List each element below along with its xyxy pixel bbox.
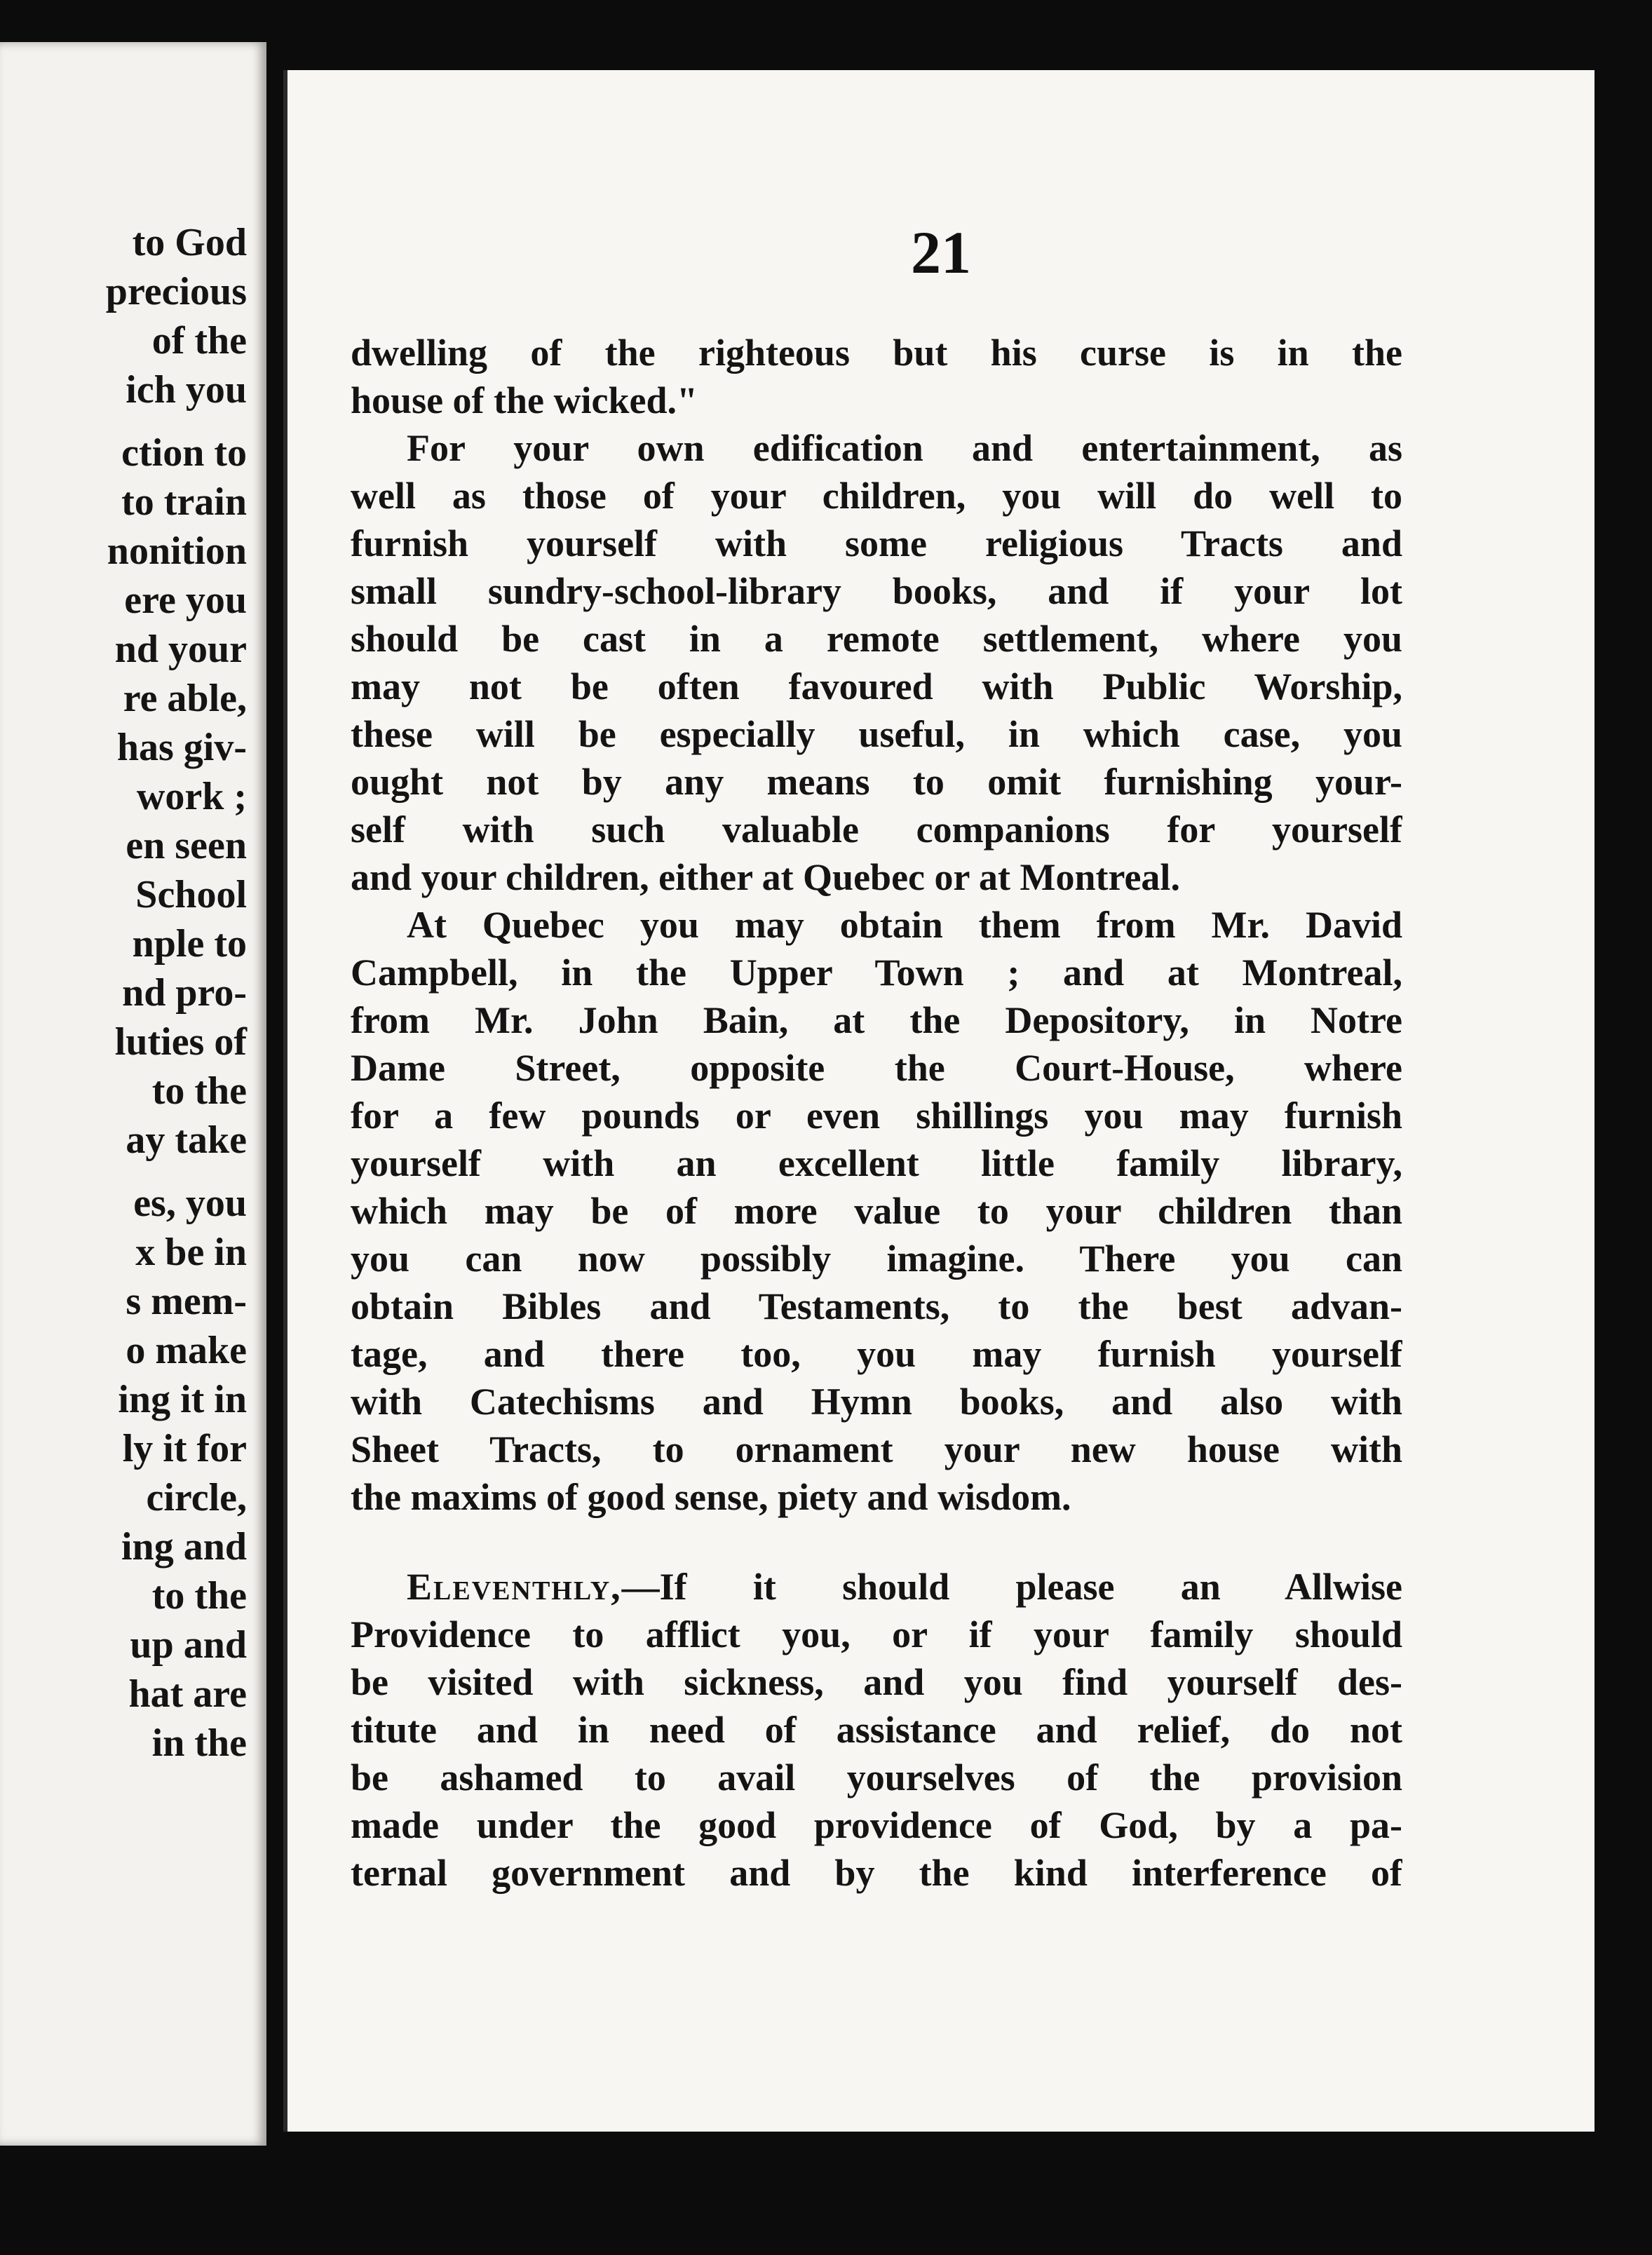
- body-text-line: be visited with sickness, and you find yourself des-: [351, 1661, 1402, 1703]
- page-number: 21: [911, 219, 971, 286]
- section-lead-word: Eleventhly,: [407, 1566, 622, 1608]
- left-page-line: re able,: [123, 677, 247, 720]
- left-page-line: to the: [151, 1069, 247, 1113]
- body-text-line: these will be especially useful, in which case, you: [351, 713, 1402, 755]
- left-page-line: of the: [151, 319, 247, 363]
- left-page-line: nd your: [114, 628, 247, 671]
- body-text-line: ought not by any means to omit furnishing your-: [351, 761, 1402, 803]
- left-page-line: in the: [151, 1721, 247, 1765]
- body-text-line: from Mr. John Bain, at the Depository, in Notre: [351, 999, 1402, 1041]
- left-page-line: ere you: [124, 578, 247, 622]
- body-text-line: for a few pounds or even shillings you may furnish: [351, 1095, 1402, 1137]
- body-text-line: well as those of your children, you will do well to: [351, 475, 1402, 517]
- left-page-line: nd pro-: [122, 971, 247, 1015]
- left-page-line: has giv-: [116, 726, 247, 769]
- left-page-line: work ;: [136, 775, 247, 818]
- body-text-line: titute and in need of assistance and relief, do not: [351, 1709, 1402, 1751]
- left-page-line: luties of: [114, 1020, 247, 1064]
- body-text-line: dwelling of the righteous but his curse is in the: [351, 332, 1402, 374]
- left-page-line: en seen: [126, 824, 247, 867]
- body-text-line: Dame Street, opposite the Court-House, where: [351, 1047, 1402, 1089]
- left-page-fragment: [0, 42, 266, 2146]
- body-text-line: tage, and there too, you may furnish yourself: [351, 1333, 1402, 1375]
- left-page-line: to the: [151, 1574, 247, 1618]
- body-text-line: which may be of more value to your children than: [351, 1190, 1402, 1232]
- body-text-line: you can now possibly imagine. There you can: [351, 1238, 1402, 1280]
- body-text-line: the maxims of good sense, piety and wisdom.: [351, 1476, 1071, 1518]
- left-page-line: ing it in: [118, 1378, 247, 1421]
- body-text-line: may not be often favoured with Public Worship,: [351, 665, 1402, 707]
- left-page-line: up and: [130, 1623, 247, 1667]
- section-lead-rest: —If it should please an Allwise: [621, 1566, 1402, 1608]
- left-page-line: to God: [132, 221, 247, 264]
- left-page-line: x be in: [135, 1231, 247, 1274]
- body-text-line: obtain Bibles and Testaments, to the best advan-: [351, 1285, 1402, 1327]
- body-text-line: self with such valuable companions for yourself: [351, 808, 1402, 851]
- body-text-line: Campbell, in the Upper Town ; and at Montreal,: [351, 952, 1402, 994]
- body-text-line: furnish yourself with some religious Tracts and: [351, 522, 1402, 564]
- left-page-line: ay take: [126, 1118, 247, 1162]
- left-page-line: es, you: [133, 1181, 247, 1225]
- left-page-line: hat are: [128, 1672, 247, 1716]
- right-page: [283, 70, 1595, 2132]
- body-text-line: should be cast in a remote settlement, where you: [351, 618, 1402, 660]
- left-page-line: circle,: [146, 1476, 247, 1519]
- body-text-line: be ashamed to avail yourselves of the provision: [351, 1756, 1402, 1799]
- body-text-line: small sundry-school-library books, and if your lot: [351, 570, 1402, 612]
- left-page-line: ly it for: [122, 1427, 247, 1470]
- left-page-line: to train: [121, 480, 247, 524]
- left-page-line: School: [135, 873, 247, 916]
- body-text-line: For your own edification and entertainment, as: [407, 427, 1402, 469]
- left-page-line: ction to: [121, 431, 247, 475]
- left-page-line: precious: [105, 270, 247, 313]
- book-gutter: [266, 49, 283, 2139]
- body-text-line: ternal government and by the kind interference of: [351, 1852, 1402, 1894]
- left-page-line: nonition: [107, 529, 247, 573]
- body-text-line: house of the wicked.": [351, 379, 698, 421]
- left-page-line: s mem-: [126, 1280, 247, 1323]
- body-text-line: [407, 1564, 1402, 1610]
- body-text-line: yourself with an excellent little family library,: [351, 1142, 1402, 1184]
- body-text-line: and your children, either at Quebec or at Montreal.: [351, 856, 1180, 898]
- left-page-line: nple to: [132, 922, 247, 966]
- left-page-line: ing and: [121, 1525, 247, 1569]
- left-page-line: o make: [126, 1329, 247, 1372]
- body-text-line: Sheet Tracts, to ornament your new house with: [351, 1428, 1402, 1470]
- body-text-line: Providence to afflict you, or if your family should: [351, 1613, 1402, 1655]
- left-page-line: ich you: [126, 368, 247, 412]
- body-text-line: with Catechisms and Hymn books, and also with: [351, 1381, 1402, 1423]
- body-text-line: At Quebec you may obtain them from Mr. David: [407, 904, 1402, 946]
- body-text-line: made under the good providence of God, by a pa-: [351, 1804, 1402, 1846]
